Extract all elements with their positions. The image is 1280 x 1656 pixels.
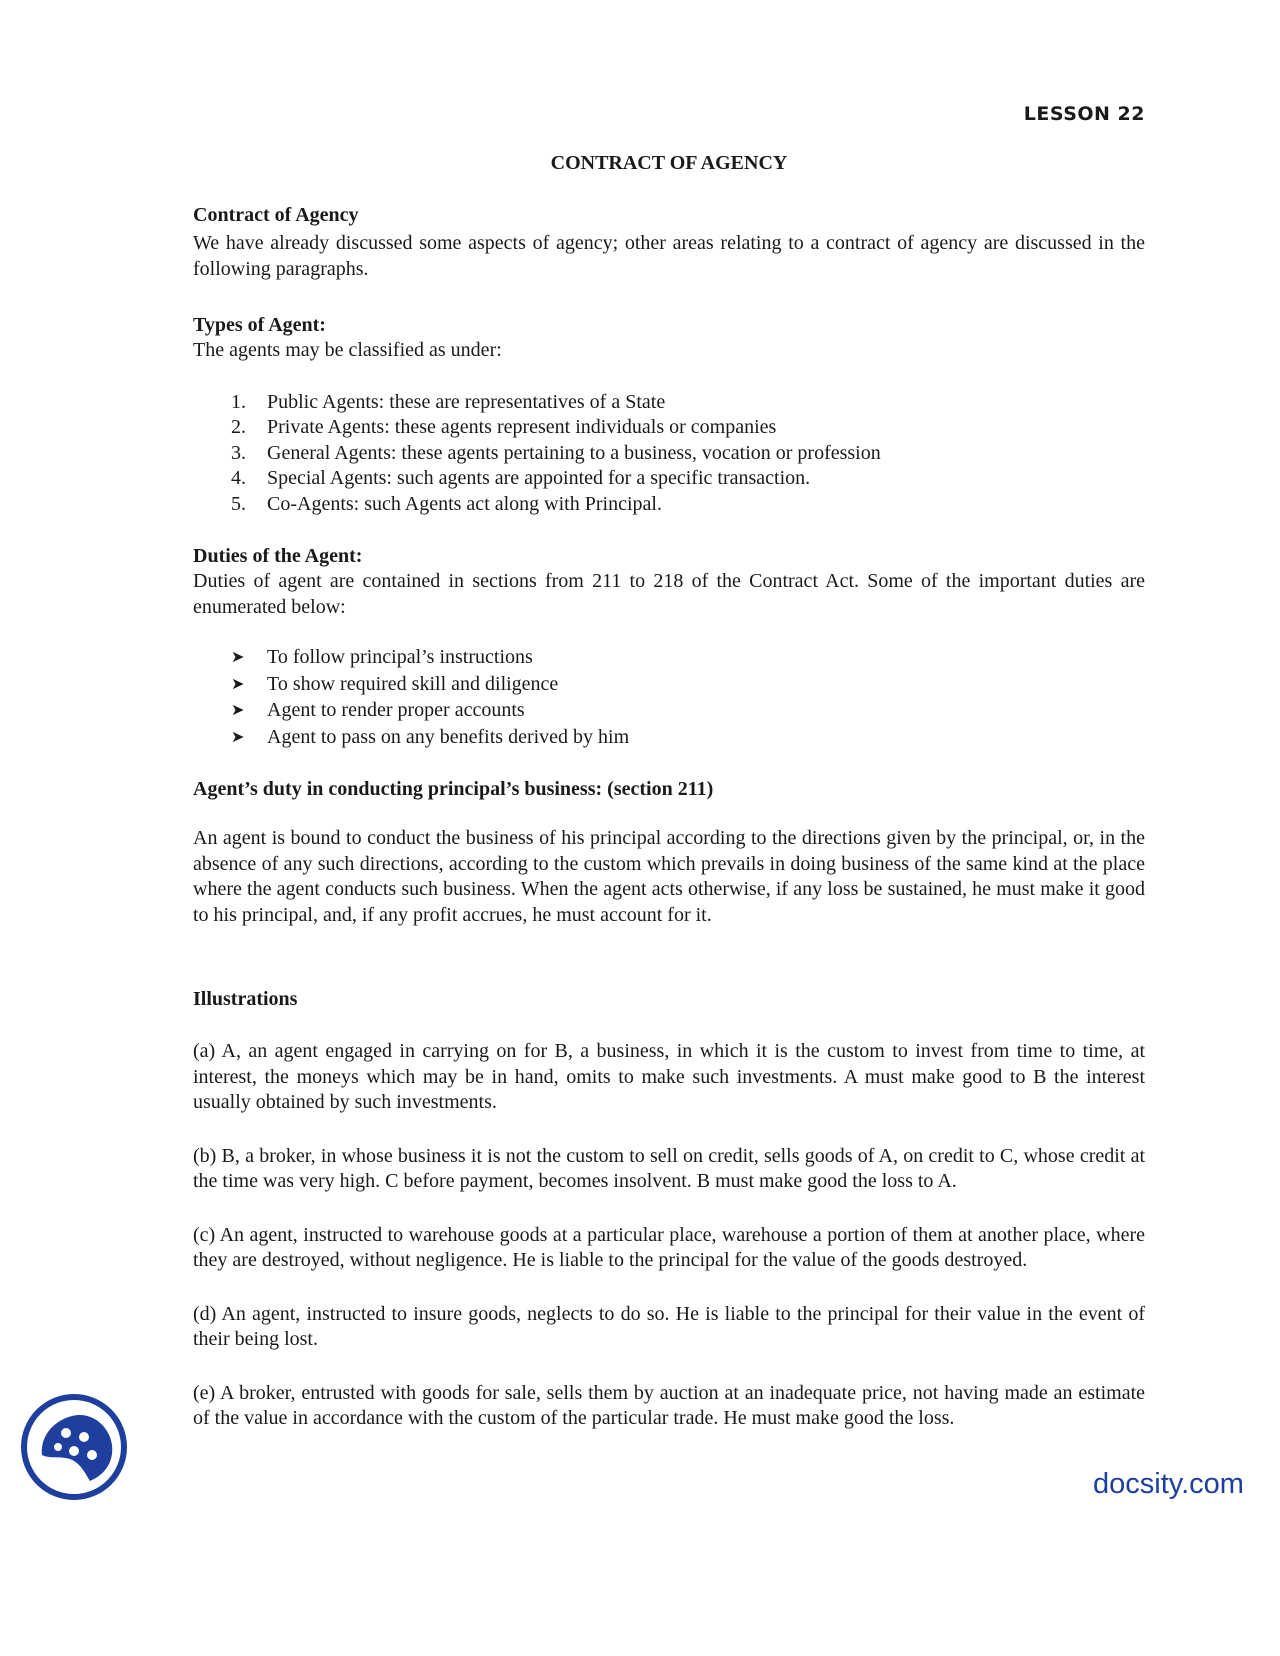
list-item: [193, 644, 1145, 671]
list-number: 5.: [231, 492, 246, 515]
list-item-text: Public Agents: these are representatives of a State: [267, 390, 666, 413]
section-illustrations: [193, 986, 1145, 1432]
conduct-paragraph: An agent is bound to conduct the business of his principal according to the directions given by the principal, or, in the absence of any such directions, according to the custom which prevails in doing business of the same kind at the place where the agent conducts such business. When the agent acts otherwise, if any loss be sustained, he must make it good to his principal, and, if any profit accrues, he must account for it.: [193, 827, 1145, 926]
list-number: 3.: [231, 441, 246, 464]
list-item-text: Agent to pass on any benefits derived by him: [267, 725, 630, 748]
list-item: [193, 724, 1145, 751]
list-item-text: To follow principal’s instructions: [267, 646, 533, 668]
types-intro: The agents may be classified as under:: [193, 339, 502, 361]
illustration-e: (e) A broker, entrusted with goods for sale, sells them by auction at an inadequate price, not having made an estimate of the value in accordance with the custom of the particular trade. He must make good the loss.: [193, 1381, 1145, 1429]
illustration-a: (a) A, an agent engaged in carrying on for B, a business, in which it is the custom to invest from time to time, at interest, the moneys which may be in hand, omits to make such investments. A must make good to B the interest usually obtained by such investments.: [193, 1040, 1145, 1113]
types-list: [193, 390, 1145, 518]
section-heading-illustrations: Illustrations: [193, 988, 298, 1010]
arrow-bullet-icon: ➤: [231, 673, 245, 693]
arrow-bullet-icon: ➤: [231, 700, 245, 719]
section-heading-conduct: Agent’s duty in conducting principal’s business: (section 211): [193, 778, 714, 800]
document-title: CONTRACT OF AGENCY: [550, 152, 788, 174]
section-heading-types: Types of Agent:: [193, 314, 326, 336]
list-item-text: General Agents: these agents pertaining to a business, vocation or profession: [267, 441, 881, 464]
lesson-label: LESSON 22: [1023, 103, 1145, 125]
list-item-text: Private Agents: these agents represent individuals or companies: [267, 416, 777, 438]
illustration-b: (b) B, a broker, in whose business it is not the custom to sell on credit, sells goods of A, on credit to C, whose credit at the time was very high. C before payment, becomes insolvent. B must make good the loss to A.: [193, 1144, 1145, 1192]
list-number: 4.: [231, 467, 246, 489]
section-contract: [193, 202, 1145, 282]
list-item-text: Co-Agents: such Agents act along with Principal.: [267, 492, 662, 515]
section-heading-duties: Duties of the Agent:: [193, 545, 363, 567]
list-item: [193, 492, 1145, 518]
list-item-text: Special Agents: such agents are appointed for a specific transaction.: [267, 467, 811, 489]
list-item-text: To show required skill and diligence: [267, 672, 559, 695]
duties-intro: Duties of agent are contained in sections from 211 to 218 of the Contract Act. Some of the important duties are enumerated below:: [193, 570, 1145, 618]
arrow-bullet-icon: ➤: [231, 726, 245, 746]
list-item: [193, 441, 1145, 467]
list-number: 2.: [231, 416, 246, 438]
section-conduct: [193, 776, 1145, 928]
duties-list: [193, 644, 1145, 750]
docsity-watermark[interactable]: docsity.com: [1093, 1468, 1244, 1500]
arrow-bullet-icon: ➤: [231, 647, 245, 666]
section-types: [193, 312, 1145, 517]
section-heading-contract: Contract of Agency: [193, 204, 359, 226]
list-item: [193, 415, 1145, 441]
list-number: 1.: [231, 390, 246, 413]
contract-paragraph: We have already discussed some aspects of agency; other areas relating to a contract of agency are discussed in the following paragraphs.: [193, 232, 1145, 280]
docsity-logo-icon: [20, 1393, 128, 1501]
list-item: [193, 697, 1145, 724]
list-item: [193, 466, 1145, 492]
illustration-d: (d) An agent, instructed to insure goods, neglects to do so. He is liable to the principal for their value in the event of their being lost.: [193, 1302, 1145, 1350]
illustration-c: (c) An agent, instructed to warehouse goods at a particular place, warehouse a portion of them at another place, where they are destroyed, without negligence. He is liable to the principal for the value of the goods destroyed.: [193, 1223, 1145, 1271]
list-item: [193, 390, 1145, 416]
list-item: [193, 671, 1145, 698]
section-duties: [193, 543, 1145, 750]
list-item-text: Agent to render proper accounts: [267, 699, 525, 721]
